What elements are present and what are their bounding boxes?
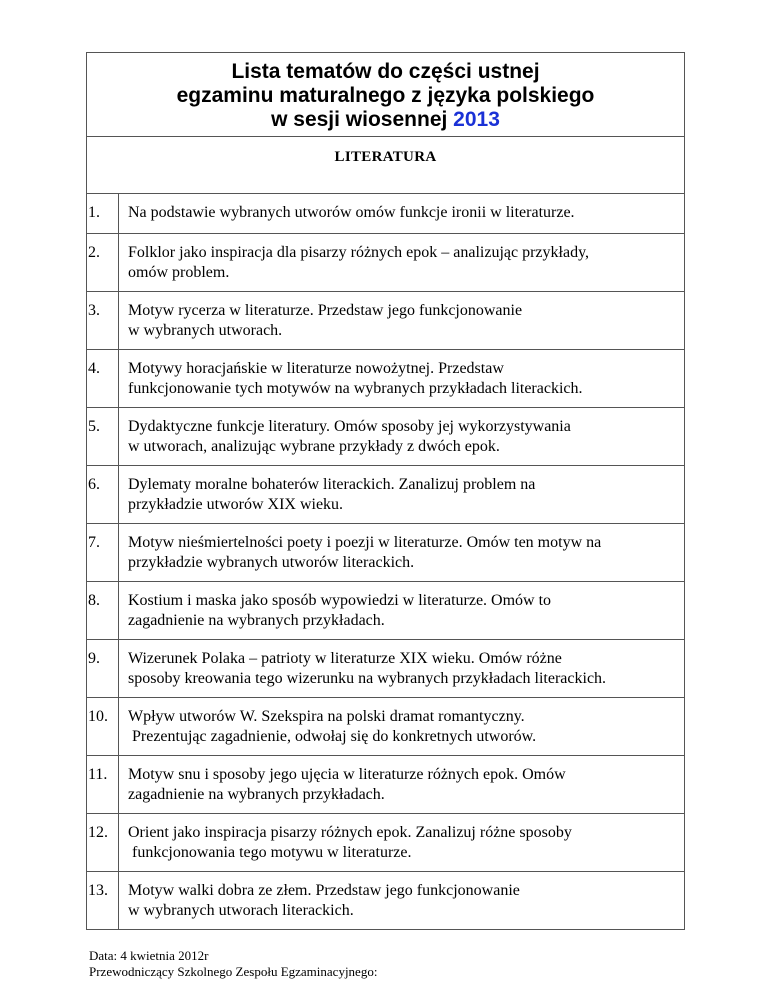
topic-row — [87, 234, 685, 292]
topic-number: 3. — [88, 302, 100, 319]
topic-text-line: przykładzie wybranych utworów literackich. — [128, 554, 415, 571]
section-row — [87, 137, 685, 194]
topic-row — [87, 350, 685, 408]
topic-text-line: Prezentując zagadnienie, odwołaj się do konkretnych utworów. — [132, 728, 537, 745]
footer-date: Data: 4 kwietnia 2012r — [89, 948, 209, 963]
topic-number: 13. — [88, 882, 108, 899]
topic-text-line: Dylematy moralne bohaterów literackich. Zanalizuj problem na — [128, 476, 536, 493]
topic-number: 2. — [88, 244, 100, 261]
topic-text-line: Orient jako inspiracja pisarzy różnych epok. Zanalizuj różne sposoby — [128, 824, 572, 841]
topic-row — [87, 698, 685, 756]
topic-number: 6. — [88, 476, 100, 493]
topic-row — [87, 582, 685, 640]
topic-text-line: w wybranych utworach literackich. — [128, 902, 354, 919]
topic-row — [87, 408, 685, 466]
topic-number: 11. — [88, 766, 108, 783]
topic-text-line: Motyw walki dobra ze złem. Przedstaw jego funkcjonowanie — [128, 882, 520, 899]
topic-text-line: sposoby kreowania tego wizerunku na wybranych przykładach literackich. — [128, 670, 607, 687]
topic-text-line: Wpływ utworów W. Szekspira na polski dramat romantyczny. — [128, 708, 525, 725]
section-label: LITERATURA — [334, 149, 437, 165]
topic-text-line: Kostium i maska jako sposób wypowiedzi w literaturze. Omów to — [128, 592, 552, 609]
topic-row — [87, 640, 685, 698]
topic-text-line: funkcjonowania tego motywu w literaturze. — [132, 844, 412, 861]
topic-text-line: przykładzie utworów XIX wieku. — [128, 496, 344, 513]
topic-text-line: funkcjonowanie tych motywów na wybranych przykładach literackich. — [128, 380, 583, 397]
topic-text-line: Motyw nieśmiertelności poety i poezji w literaturze. Omów ten motyw na — [128, 534, 602, 551]
section-heading — [87, 137, 685, 194]
topic-text-line: zagadnienie na wybranych przykładach. — [128, 612, 385, 629]
title-row — [87, 53, 685, 137]
topic-row — [87, 814, 685, 872]
topic-text-line: Folklor jako inspiracja dla pisarzy różnych epok – analizując przykłady, — [128, 244, 590, 261]
topic-text-line: Wizerunek Polaka – patrioty w literaturze XIX wieku. Omów różne — [128, 650, 562, 667]
topic-text-line: w utworach, analizując wybrane przykłady z dwóch epok. — [128, 438, 500, 455]
topic-row — [87, 466, 685, 524]
topic-number: 12. — [88, 824, 108, 841]
topic-text-line: Na podstawie wybranych utworów omów funkcje ironii w literaturze. — [128, 204, 575, 221]
topic-number: 9. — [88, 650, 100, 667]
title-cell — [87, 53, 685, 137]
topic-text-line: omów problem. — [128, 264, 230, 281]
topic-row — [87, 872, 685, 930]
title-year: 2013 — [453, 108, 500, 131]
topic-number: 5. — [88, 418, 100, 435]
topic-number: 7. — [88, 534, 100, 551]
topic-text-line: w wybranych utworach. — [128, 322, 283, 339]
footer-chair-label: Przewodniczący Szkolnego Zespołu Egzaminacyjnego: — [89, 964, 378, 979]
topics-table — [86, 52, 685, 930]
title-line-1: Lista tematów do części ustnej — [231, 60, 540, 83]
topic-number: 10. — [88, 708, 108, 725]
title-line-2: egzaminu maturalnego z języka polskiego — [176, 84, 595, 107]
topic-text-line: Motyw snu i sposoby jego ujęcia w literaturze różnych epok. Omów — [128, 766, 566, 783]
title-line-3 — [87, 108, 684, 132]
topic-row — [87, 756, 685, 814]
topic-row — [87, 524, 685, 582]
topic-text-line: Dydaktyczne funkcje literatury. Omów sposoby jej wykorzystywania — [128, 418, 571, 435]
topic-row — [87, 194, 685, 234]
title-line-3-prefix: w sesji wiosennej — [271, 108, 448, 131]
topic-number: 8. — [88, 592, 100, 609]
topic-row — [87, 292, 685, 350]
document-footer — [89, 948, 377, 980]
topic-text-line: Motywy horacjańskie w literaturze nowożytnej. Przedstaw — [128, 360, 504, 377]
topic-number: 1. — [88, 204, 100, 221]
topic-text-line: zagadnienie na wybranych przykładach. — [128, 786, 385, 803]
topic-text-line: Motyw rycerza w literaturze. Przedstaw jego funkcjonowanie — [128, 302, 523, 319]
topic-number: 4. — [88, 360, 100, 377]
